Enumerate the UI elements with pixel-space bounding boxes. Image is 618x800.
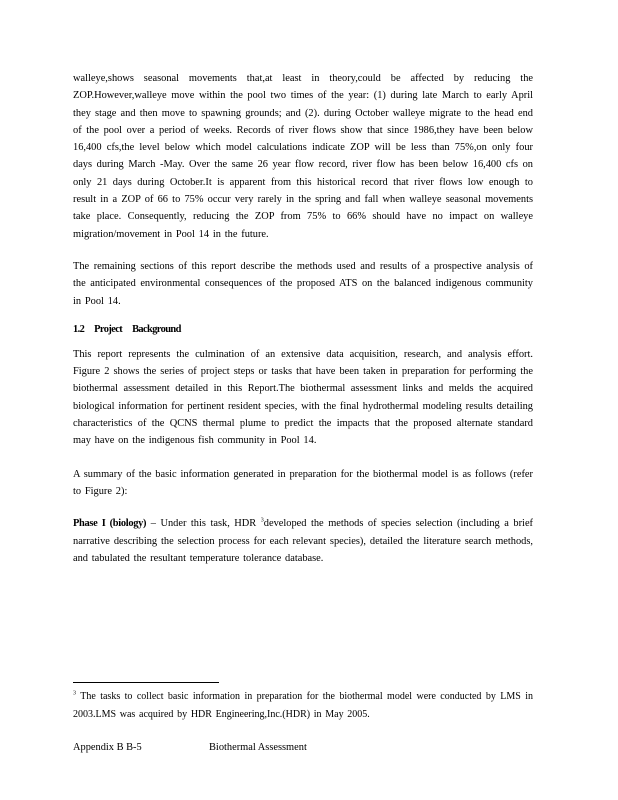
paragraph-phase-one bbox=[73, 515, 533, 567]
footer-right: Biothermal Assessment bbox=[209, 742, 307, 753]
page-body bbox=[73, 70, 533, 567]
footnote bbox=[73, 688, 533, 724]
paragraph-report-represents: This report represents the culmination of an extensive data acquisition, research, and analysis effort. Figure 2 shows the series of project steps or tasks that have been taken in preparation for performing the biothermal assessment detailed in this Report.The biothermal assessment links and melds the acquired biological information for pertinent resident species, with the final hydrothermal modeling results detailing characteristics of the QCNS thermal plume to predict the impacts that the proposed alternate standard may have on the indigenous fish community in Pool 14. bbox=[73, 348, 533, 447]
footnote-mark: 3 bbox=[73, 690, 76, 697]
footer-left: Appendix B B-5 bbox=[73, 742, 142, 753]
phase-text-after: developed the methods of species selection (including a brief narrative describing the selection process for each relevant species), detailed the literature search methods, and tabulated the resultant temperature tolerance database. bbox=[73, 518, 534, 564]
section-heading: 1.2 Project Background bbox=[73, 323, 181, 335]
paragraph-summary: A summary of the basic information generated in preparation for the biothermal model is as follows (refer to Figure 2): bbox=[73, 468, 533, 497]
phase-label: Phase I (biology) bbox=[73, 518, 147, 530]
footnote-text: The tasks to collect basic information in preparation for the biothermal model were conducted by LMS in 2003.LMS was acquired by HDR Engineering,Inc.(HDR) in May 2005. bbox=[73, 691, 533, 720]
footnote-reference: 3 bbox=[260, 517, 264, 524]
phase-text-before: – Under this task, HDR bbox=[146, 518, 261, 530]
paragraph-walleye: walleye,shows seasonal movements that,at least in theory,could be affected by reducing the ZOP.However,walleye move within the pool two times of the year: (1) during late March to early April they stage and then move to spawning grounds; and (2). during October walleye migrate to the head end of the pool over a period of weeks. Records of river flows show that since 1986,they have been below 16,400 cfs,the level below which model calculations indicate ZOP will be less than 75%,on only four days during March -May. Over the same 26 year flow record, river flow has been below 16,400 cfs on only 21 days during October.It is apparent from this historical record that river flows low enough to result in a ZOP of 66 to 75% occur very rarely in the spring and fall when walleye seasonal movements take place. Consequently, reducing the ZOP from 75% to 66% should have no impact on walleye migration/movement in Pool 14 in the future. bbox=[73, 73, 533, 240]
footnote-divider bbox=[73, 682, 219, 683]
page-footer bbox=[73, 742, 533, 753]
paragraph-remaining-sections: The remaining sections of this report describe the methods used and results of a prospective analysis of the anticipated environmental consequences of the proposed ATS on the balanced indigenous community in Pool 14. bbox=[73, 260, 533, 307]
